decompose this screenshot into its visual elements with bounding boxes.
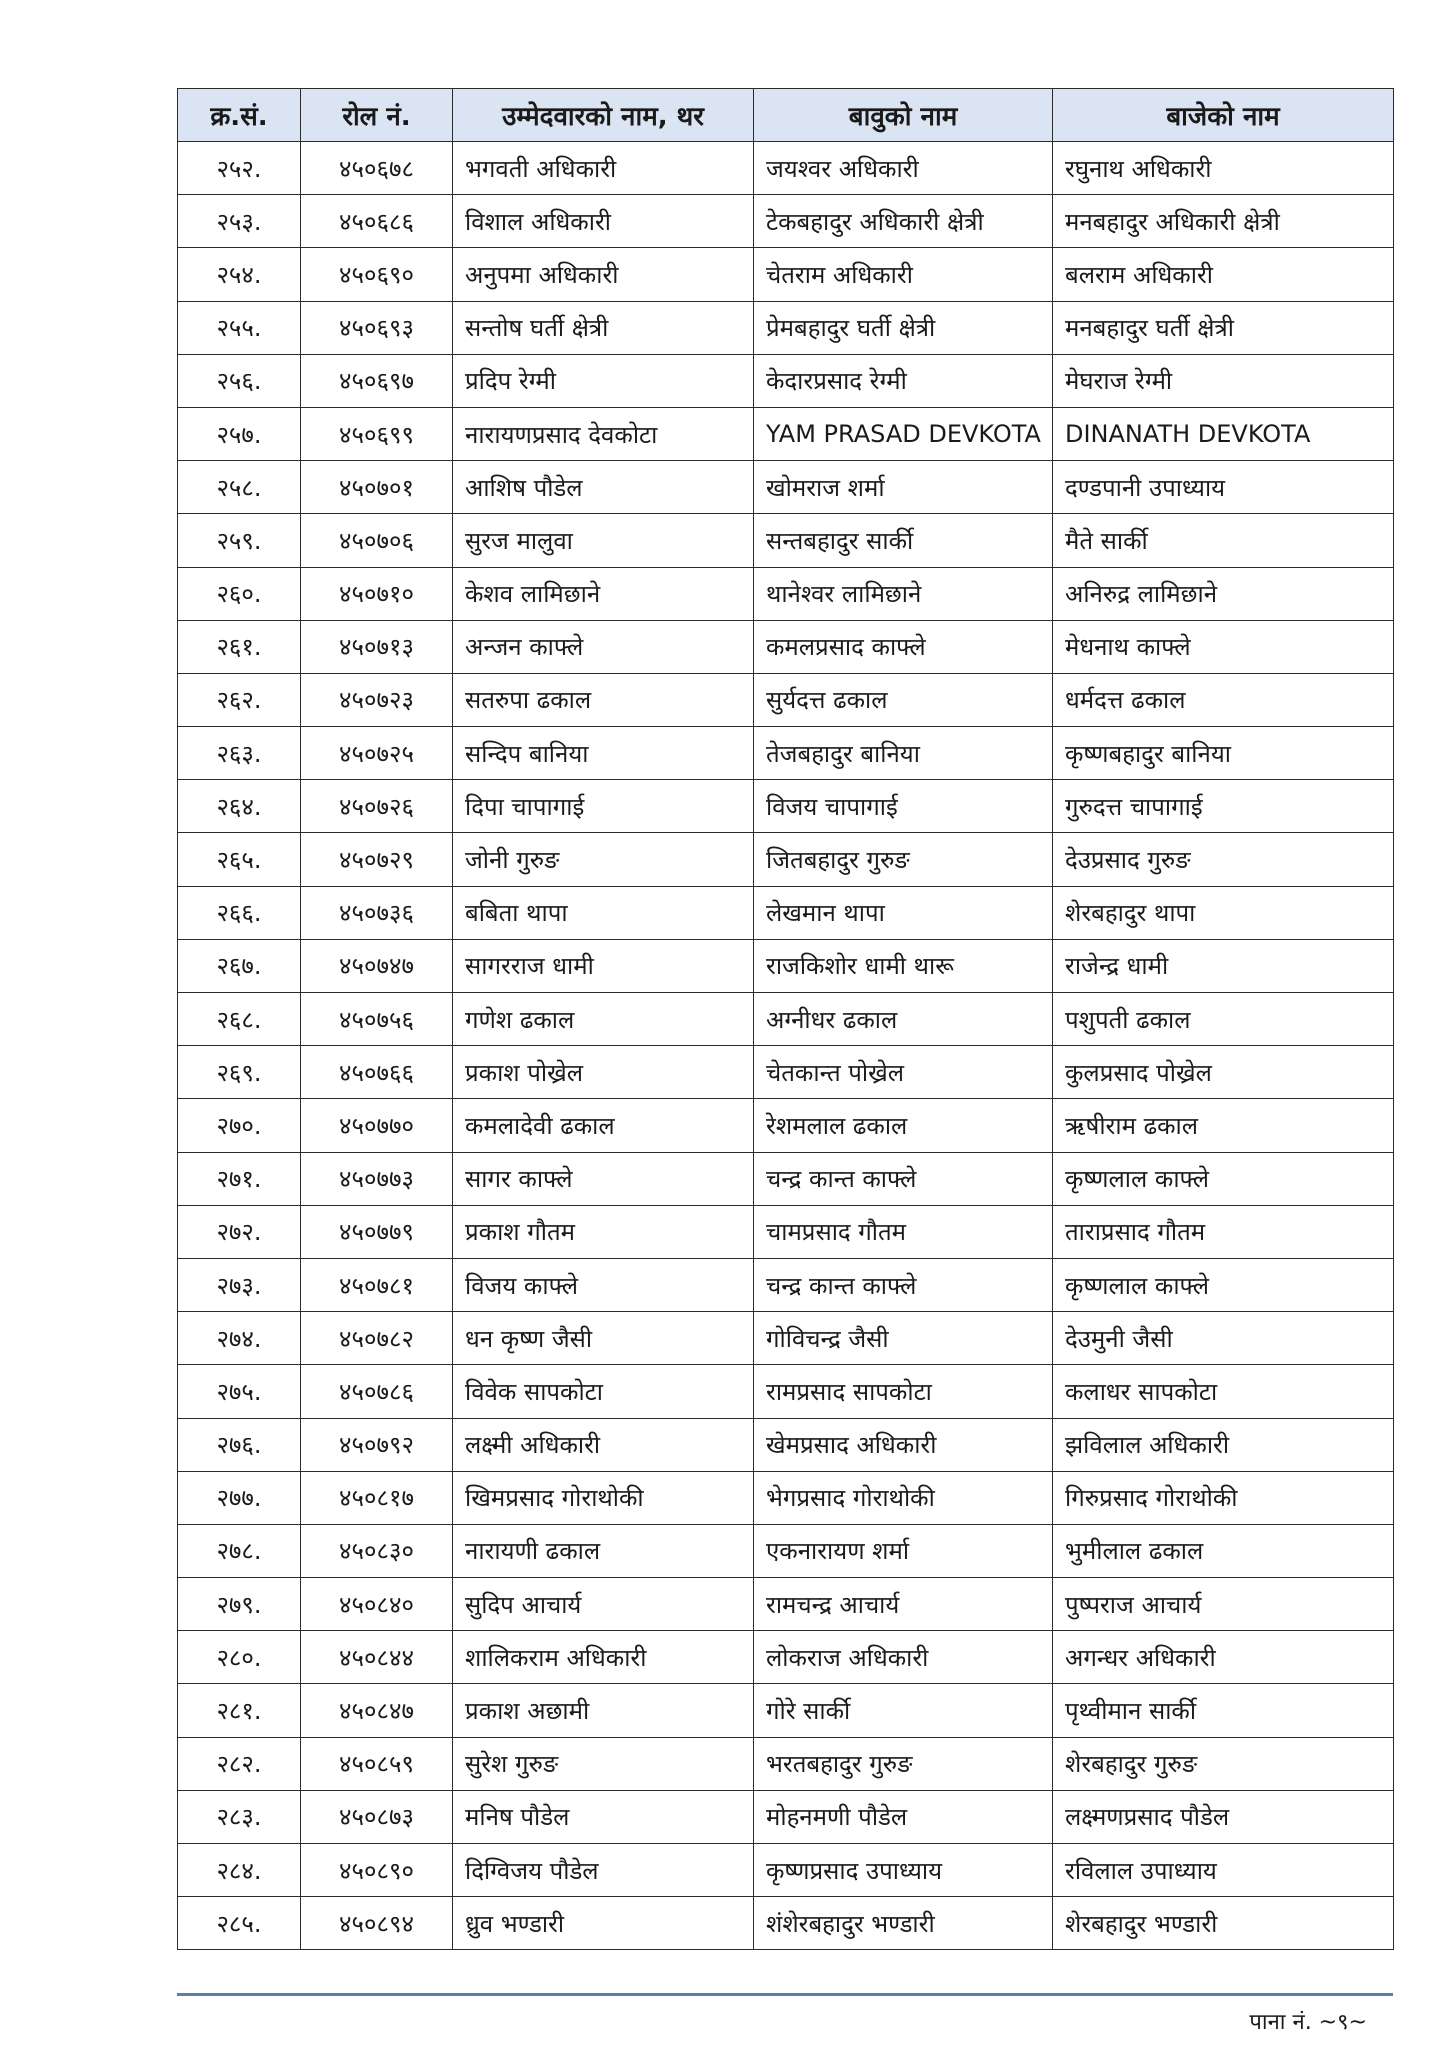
cell-father-name: भरतबहादुर गुरुङ — [754, 1737, 1053, 1790]
cell-father-name: YAM PRASAD DEVKOTA — [754, 407, 1053, 460]
cell-roll: ४५०७६६ — [301, 1046, 453, 1099]
cell-roll: ४५०८५९ — [301, 1737, 453, 1790]
cell-serial: २७२. — [178, 1205, 301, 1258]
cell-serial: २८५. — [178, 1897, 301, 1950]
cell-candidate-name: अनुपमा अधिकारी — [453, 248, 754, 301]
cell-roll: ४५०६८६ — [301, 195, 453, 248]
cell-candidate-name: नारायणप्रसाद देवकोटा — [453, 407, 754, 460]
cell-grandfather-name: गुरुदत्त चापागाई — [1053, 780, 1394, 833]
table-row — [178, 1897, 1394, 1950]
table-row — [178, 1205, 1394, 1258]
cell-candidate-name: नारायणी ढकाल — [453, 1524, 754, 1577]
table-row — [178, 1524, 1394, 1577]
cell-father-name: चामप्रसाद गौतम — [754, 1205, 1053, 1258]
cell-grandfather-name: पुष्पराज आचार्य — [1053, 1578, 1394, 1631]
table-row — [178, 620, 1394, 673]
table-row — [178, 1099, 1394, 1152]
cell-roll: ४५०७३६ — [301, 886, 453, 939]
cell-grandfather-name: शेरबहादुर थापा — [1053, 886, 1394, 939]
header-grandfather-name: बाजेको नाम — [1053, 89, 1394, 142]
cell-roll: ४५०७२९ — [301, 833, 453, 886]
cell-serial: २७७. — [178, 1471, 301, 1524]
table-row — [178, 142, 1394, 195]
cell-roll: ४५०७०६ — [301, 514, 453, 567]
cell-grandfather-name: DINANATH DEVKOTA — [1053, 407, 1394, 460]
cell-candidate-name: सतरुपा ढकाल — [453, 673, 754, 726]
table-row — [178, 1046, 1394, 1099]
cell-father-name: मोहनमणी पौडेल — [754, 1790, 1053, 1843]
table-row — [178, 1418, 1394, 1471]
cell-serial: २६४. — [178, 780, 301, 833]
cell-candidate-name: सुदिप आचार्य — [453, 1578, 754, 1631]
cell-serial: २६०. — [178, 567, 301, 620]
cell-candidate-name: सागरराज धामी — [453, 939, 754, 992]
cell-father-name: खेमप्रसाद अधिकारी — [754, 1418, 1053, 1471]
table-row — [178, 993, 1394, 1046]
header-roll: रोल नं. — [301, 89, 453, 142]
table-row — [178, 939, 1394, 992]
cell-roll: ४५०७२५ — [301, 727, 453, 780]
table-row — [178, 833, 1394, 886]
cell-roll: ४५०७९२ — [301, 1418, 453, 1471]
cell-father-name: गोविचन्द्र जैसी — [754, 1312, 1053, 1365]
header-serial: क्र.सं. — [178, 89, 301, 142]
cell-grandfather-name: धर्मदत्त ढकाल — [1053, 673, 1394, 726]
cell-serial: २७६. — [178, 1418, 301, 1471]
cell-serial: २७३. — [178, 1258, 301, 1311]
cell-grandfather-name: राजेन्द्र धामी — [1053, 939, 1394, 992]
cell-roll: ४५०८७३ — [301, 1790, 453, 1843]
cell-father-name: कमलप्रसाद काफ्ले — [754, 620, 1053, 673]
cell-serial: २८४. — [178, 1844, 301, 1897]
cell-grandfather-name: रघुनाथ अधिकारी — [1053, 142, 1394, 195]
cell-father-name: शंशेरबहादुर भण्डारी — [754, 1897, 1053, 1950]
cell-roll: ४५०८४७ — [301, 1684, 453, 1737]
cell-father-name: टेकबहादुर अधिकारी क्षेत्री — [754, 195, 1053, 248]
cell-grandfather-name: गिरुप्रसाद गोराथोकी — [1053, 1471, 1394, 1524]
cell-roll: ४५०६९७ — [301, 354, 453, 407]
cell-candidate-name: कमलादेवी ढकाल — [453, 1099, 754, 1152]
cell-serial: २५८. — [178, 461, 301, 514]
cell-serial: २५३. — [178, 195, 301, 248]
table-body — [178, 142, 1394, 1950]
cell-grandfather-name: भुमीलाल ढकाल — [1053, 1524, 1394, 1577]
cell-grandfather-name: ऋषीराम ढकाल — [1053, 1099, 1394, 1152]
header-father-name: बावुको नाम — [754, 89, 1053, 142]
table-row — [178, 195, 1394, 248]
table-row — [178, 567, 1394, 620]
table-row — [178, 248, 1394, 301]
cell-grandfather-name: मेधनाथ काफ्ले — [1053, 620, 1394, 673]
cell-candidate-name: बबिता थापा — [453, 886, 754, 939]
cell-father-name: चन्द्र कान्त काफ्ले — [754, 1258, 1053, 1311]
cell-serial: २७०. — [178, 1099, 301, 1152]
table-row — [178, 1365, 1394, 1418]
cell-serial: २६९. — [178, 1046, 301, 1099]
cell-candidate-name: शालिकराम अधिकारी — [453, 1631, 754, 1684]
cell-roll: ४५०८३० — [301, 1524, 453, 1577]
table-row — [178, 301, 1394, 354]
cell-candidate-name: गणेश ढकाल — [453, 993, 754, 1046]
table-row — [178, 461, 1394, 514]
table-row — [178, 514, 1394, 567]
cell-candidate-name: सागर काफ्ले — [453, 1152, 754, 1205]
cell-roll: ४५०७७९ — [301, 1205, 453, 1258]
table-row — [178, 1258, 1394, 1311]
cell-grandfather-name: कलाधर सापकोटा — [1053, 1365, 1394, 1418]
cell-roll: ४५०६९३ — [301, 301, 453, 354]
cell-roll: ४५०७१३ — [301, 620, 453, 673]
cell-roll: ४५०७८२ — [301, 1312, 453, 1365]
cell-serial: २५२. — [178, 142, 301, 195]
cell-father-name: तेजबहादुर बानिया — [754, 727, 1053, 780]
table-row — [178, 1844, 1394, 1897]
cell-serial: २६६. — [178, 886, 301, 939]
candidate-table — [177, 88, 1394, 1950]
cell-roll: ४५०८४४ — [301, 1631, 453, 1684]
cell-roll: ४५०६७८ — [301, 142, 453, 195]
cell-grandfather-name: देउमुनी जैसी — [1053, 1312, 1394, 1365]
cell-roll: ४५०८१७ — [301, 1471, 453, 1524]
table-row — [178, 1578, 1394, 1631]
cell-serial: २५५. — [178, 301, 301, 354]
cell-grandfather-name: मेघराज रेग्मी — [1053, 354, 1394, 407]
cell-candidate-name: सुरज मालुवा — [453, 514, 754, 567]
cell-candidate-name: लक्ष्मी अधिकारी — [453, 1418, 754, 1471]
cell-serial: २६५. — [178, 833, 301, 886]
cell-grandfather-name: देउप्रसाद गुरुङ — [1053, 833, 1394, 886]
cell-father-name: भेगप्रसाद गोराथोकी — [754, 1471, 1053, 1524]
cell-roll: ४५०८९० — [301, 1844, 453, 1897]
cell-grandfather-name: पशुपती ढकाल — [1053, 993, 1394, 1046]
page-number: पाना नं. ~९~ — [1249, 2010, 1367, 2035]
cell-candidate-name: सुरेश गुरुङ — [453, 1737, 754, 1790]
cell-serial: २८१. — [178, 1684, 301, 1737]
cell-candidate-name: अन्जन काफ्ले — [453, 620, 754, 673]
cell-grandfather-name: लक्ष्मणप्रसाद पौडेल — [1053, 1790, 1394, 1843]
cell-father-name: प्रेमबहादुर घर्ती क्षेत्री — [754, 301, 1053, 354]
cell-roll: ४५०७८६ — [301, 1365, 453, 1418]
cell-roll: ४५०७२६ — [301, 780, 453, 833]
cell-roll: ४५०७४७ — [301, 939, 453, 992]
cell-candidate-name: विजय काफ्ले — [453, 1258, 754, 1311]
cell-grandfather-name: दण्डपानी उपाध्याय — [1053, 461, 1394, 514]
cell-father-name: गोरे सार्की — [754, 1684, 1053, 1737]
cell-father-name: चन्द्र कान्त काफ्ले — [754, 1152, 1053, 1205]
cell-father-name: चेतकान्त पोख्रेल — [754, 1046, 1053, 1099]
cell-serial: २८२. — [178, 1737, 301, 1790]
table-row — [178, 780, 1394, 833]
cell-serial: २५९. — [178, 514, 301, 567]
table-row — [178, 1790, 1394, 1843]
cell-father-name: विजय चापागाई — [754, 780, 1053, 833]
cell-roll: ४५०७७० — [301, 1099, 453, 1152]
cell-candidate-name: प्रदिप रेग्मी — [453, 354, 754, 407]
header-row — [178, 89, 1394, 142]
cell-grandfather-name: शेरबहादुर गुरुङ — [1053, 1737, 1394, 1790]
cell-grandfather-name: कृष्णबहादुर बानिया — [1053, 727, 1394, 780]
cell-roll: ४५०७७३ — [301, 1152, 453, 1205]
cell-grandfather-name: मनबहादुर घर्ती क्षेत्री — [1053, 301, 1394, 354]
cell-grandfather-name: पृथ्वीमान सार्की — [1053, 1684, 1394, 1737]
cell-serial: २८३. — [178, 1790, 301, 1843]
cell-roll: ४५०६९० — [301, 248, 453, 301]
cell-father-name: अग्नीधर ढकाल — [754, 993, 1053, 1046]
cell-candidate-name: प्रकाश अछामी — [453, 1684, 754, 1737]
table-row — [178, 407, 1394, 460]
cell-candidate-name: केशव लामिछाने — [453, 567, 754, 620]
cell-father-name: रामप्रसाद सापकोटा — [754, 1365, 1053, 1418]
cell-grandfather-name: मनबहादुर अधिकारी क्षेत्री — [1053, 195, 1394, 248]
cell-grandfather-name: झविलाल अधिकारी — [1053, 1418, 1394, 1471]
cell-serial: २७५. — [178, 1365, 301, 1418]
cell-candidate-name: प्रकाश पोख्रेल — [453, 1046, 754, 1099]
cell-father-name: केदारप्रसाद रेग्मी — [754, 354, 1053, 407]
cell-grandfather-name: ताराप्रसाद गौतम — [1053, 1205, 1394, 1258]
cell-father-name: थानेश्वर लामिछाने — [754, 567, 1053, 620]
cell-roll: ४५०७०१ — [301, 461, 453, 514]
cell-roll: ४५०८९४ — [301, 1897, 453, 1950]
table-row — [178, 1737, 1394, 1790]
table-row — [178, 1152, 1394, 1205]
cell-serial: २८०. — [178, 1631, 301, 1684]
cell-candidate-name: दिग्विजय पौडेल — [453, 1844, 754, 1897]
cell-serial: २६८. — [178, 993, 301, 1046]
cell-candidate-name: प्रकाश गौतम — [453, 1205, 754, 1258]
cell-roll: ४५०७२३ — [301, 673, 453, 726]
cell-roll: ४५०७१० — [301, 567, 453, 620]
cell-candidate-name: धन कृष्ण जैसी — [453, 1312, 754, 1365]
cell-candidate-name: जोनी गुरुङ — [453, 833, 754, 886]
cell-father-name: जितबहादुर गुरुङ — [754, 833, 1053, 886]
cell-father-name: चेतराम अधिकारी — [754, 248, 1053, 301]
cell-serial: २७८. — [178, 1524, 301, 1577]
cell-grandfather-name: अगन्धर अधिकारी — [1053, 1631, 1394, 1684]
cell-grandfather-name: मैते सार्की — [1053, 514, 1394, 567]
cell-candidate-name: विवेक सापकोटा — [453, 1365, 754, 1418]
cell-roll: ४५०७५६ — [301, 993, 453, 1046]
cell-serial: २६७. — [178, 939, 301, 992]
table-row — [178, 354, 1394, 407]
table-row — [178, 886, 1394, 939]
cell-grandfather-name: कुलप्रसाद पोख्रेल — [1053, 1046, 1394, 1099]
cell-father-name: राजकिशोर धामी थारू — [754, 939, 1053, 992]
cell-candidate-name: विशाल अधिकारी — [453, 195, 754, 248]
cell-father-name: सन्तबहादुर सार्की — [754, 514, 1053, 567]
cell-candidate-name: भगवती अधिकारी — [453, 142, 754, 195]
cell-father-name: जयश्वर अधिकारी — [754, 142, 1053, 195]
cell-candidate-name: सन्दिप बानिया — [453, 727, 754, 780]
table-header — [178, 89, 1394, 142]
cell-father-name: खोमराज शर्मा — [754, 461, 1053, 514]
cell-father-name: लोकराज अधिकारी — [754, 1631, 1053, 1684]
cell-candidate-name: आशिष पौडेल — [453, 461, 754, 514]
cell-candidate-name: मनिष पौडेल — [453, 1790, 754, 1843]
cell-father-name: लेखमान थापा — [754, 886, 1053, 939]
cell-father-name: कृष्णप्रसाद उपाध्याय — [754, 1844, 1053, 1897]
cell-father-name: सुर्यदत्त ढकाल — [754, 673, 1053, 726]
cell-roll: ४५०७८१ — [301, 1258, 453, 1311]
cell-roll: ४५०६९९ — [301, 407, 453, 460]
cell-father-name: रेशमलाल ढकाल — [754, 1099, 1053, 1152]
table-row — [178, 1684, 1394, 1737]
cell-serial: २६२. — [178, 673, 301, 726]
cell-grandfather-name: अनिरुद्र लामिछाने — [1053, 567, 1394, 620]
cell-grandfather-name: कृष्णलाल काफ्ले — [1053, 1258, 1394, 1311]
cell-serial: २६१. — [178, 620, 301, 673]
table-row — [178, 1312, 1394, 1365]
table-row — [178, 1631, 1394, 1684]
cell-grandfather-name: रविलाल उपाध्याय — [1053, 1844, 1394, 1897]
table-row — [178, 727, 1394, 780]
cell-candidate-name: सन्तोष घर्ती क्षेत्री — [453, 301, 754, 354]
cell-serial: २५४. — [178, 248, 301, 301]
header-candidate-name: उम्मेदवारको नाम, थर — [453, 89, 754, 142]
cell-serial: २६३. — [178, 727, 301, 780]
cell-grandfather-name: कृष्णलाल काफ्ले — [1053, 1152, 1394, 1205]
cell-candidate-name: दिपा चापागाई — [453, 780, 754, 833]
cell-serial: २७९. — [178, 1578, 301, 1631]
table-row — [178, 1471, 1394, 1524]
footer-rule — [177, 1993, 1393, 1996]
cell-grandfather-name: शेरबहादुर भण्डारी — [1053, 1897, 1394, 1950]
cell-father-name: रामचन्द्र आचार्य — [754, 1578, 1053, 1631]
cell-candidate-name: खिमप्रसाद गोराथोकी — [453, 1471, 754, 1524]
cell-father-name: एकनारायण शर्मा — [754, 1524, 1053, 1577]
cell-roll: ४५०८४० — [301, 1578, 453, 1631]
cell-candidate-name: ध्रुव भण्डारी — [453, 1897, 754, 1950]
cell-serial: २७१. — [178, 1152, 301, 1205]
table-row — [178, 673, 1394, 726]
cell-serial: २५७. — [178, 407, 301, 460]
cell-grandfather-name: बलराम अधिकारी — [1053, 248, 1394, 301]
cell-serial: २७४. — [178, 1312, 301, 1365]
cell-serial: २५६. — [178, 354, 301, 407]
